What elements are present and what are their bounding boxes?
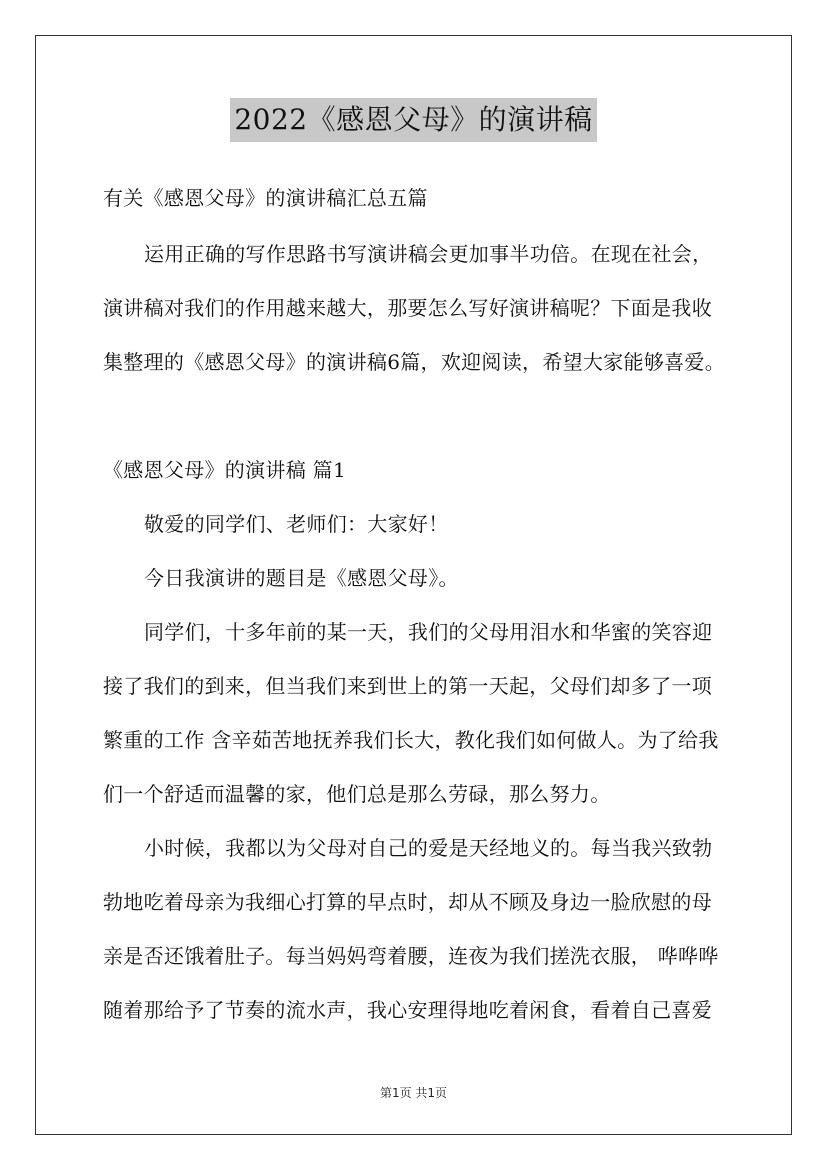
body-line: 亲是否还饿着肚子。每当妈妈弯着腰，连夜为我们搓洗衣服， 哗哗哗: [103, 944, 719, 968]
body-line: 随着那给予了节奏的流水声，我心安理得地吃着闲食，看着自己喜爱: [103, 998, 712, 1022]
intro-line: 运用正确的写作思路书写演讲稿会更加事半功倍。在现在社会，: [144, 242, 713, 266]
title-container: [0, 98, 827, 142]
body-line: 今日我演讲的题目是《感恩父母》。: [144, 566, 459, 590]
page-footer: 第1页 共1页: [379, 1086, 448, 1100]
body-line: 敬爱的同学们、老师们：大家好！: [144, 512, 449, 536]
section-heading: 《感恩父母》的演讲稿 篇1: [103, 458, 346, 482]
body-line: 勃地吃着母亲为我细心打算的早点时，却从不顾及身边一脸欣慰的母: [103, 890, 712, 914]
document-title: 2022《感恩父母》的演讲稿: [230, 98, 596, 142]
body-line: 繁重的工作 含辛茹苦地抚养我们长大，教化我们如何做人。为了给我: [103, 728, 719, 752]
intro-line: 集整理的《感恩父母》的演讲稿6篇，欢迎阅读，希望大家能够喜爱。: [103, 350, 726, 374]
body-line: 小时候，我都以为父母对自己的爱是天经地义的。每当我兴致勃: [144, 836, 713, 860]
intro-line: 演讲稿对我们的作用越来越大，那要怎么写好演讲稿呢？下面是我收: [103, 296, 712, 320]
body-line: 接了我们的到来，但当我们来到世上的第一天起，父母们却多了一项: [103, 674, 712, 698]
body-line: 们一个舒适而温馨的家，他们总是那么劳碌，那么努力。: [103, 782, 611, 806]
body-line: 同学们，十多年前的某一天，我们的父母用泪水和华蜜的笑容迎: [144, 620, 713, 644]
subtitle: 有关《感恩父母》的演讲稿汇总五篇: [103, 186, 428, 210]
